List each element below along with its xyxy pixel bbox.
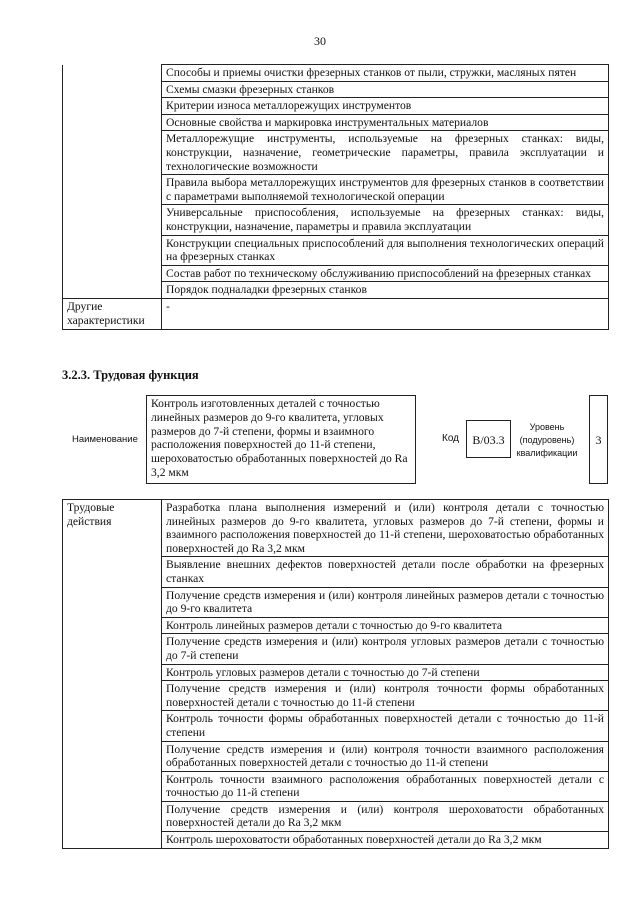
action-item: Выявление внешних дефектов поверхностей детали после обработки на фрезерных станках: [162, 557, 609, 587]
table-row: [63, 65, 609, 82]
knowledge-item: Способы и приемы очистки фрезерных станков от пыли, стружки, масляных пятен: [162, 65, 609, 82]
empty-cell: [63, 711, 162, 741]
action-item: Получение средств измерения и (или) контроля шероховатости обработанных поверхностей детали до Ra 3,2 мкм: [162, 801, 609, 831]
table-row: [63, 500, 609, 557]
table-row: [63, 114, 609, 131]
actions-table: [62, 499, 609, 849]
table-row: [63, 205, 609, 235]
empty-cell: [63, 557, 162, 587]
code-value: В/03.3: [466, 420, 511, 458]
empty-cell: [63, 741, 162, 771]
empty-cell: [63, 771, 162, 801]
knowledge-item: Схемы смазки фрезерных станков: [162, 81, 609, 98]
empty-cell: [63, 235, 162, 265]
empty-cell: [63, 587, 162, 617]
actions-label: Трудовые действия: [63, 500, 162, 557]
empty-cell: [63, 681, 162, 711]
empty-cell: [63, 98, 162, 115]
level-value: 3: [589, 395, 608, 484]
table-row: [63, 617, 609, 634]
knowledge-item: Металлорежущие инструменты, используемые на фрезерных станках: виды, конструкции, назначение, геометрические параметры, правила эксплуатации и технологические возможности: [162, 131, 609, 175]
code-label: Код: [442, 433, 460, 444]
table-row: [63, 81, 609, 98]
empty-cell: [63, 131, 162, 175]
knowledge-item: Правила выбора металлорежущих инструментов для фрезерных станков в соответствии с параметрами выполняемой технологической операции: [162, 175, 609, 205]
table-row: [63, 664, 609, 681]
name-label: Наименование: [72, 434, 138, 445]
table-row: [63, 741, 609, 771]
table-row: [63, 832, 609, 849]
page-number: 30: [314, 34, 326, 48]
table-row: [63, 175, 609, 205]
table-row: [63, 235, 609, 265]
action-item: Контроль точности формы обработанных поверхностей детали с точностью до 11-й степени: [162, 711, 609, 741]
knowledge-table: [62, 64, 609, 330]
empty-cell: [63, 114, 162, 131]
knowledge-item: Универсальные приспособления, используемые на фрезерных станках: виды, конструкции, назначение, параметры и правила эксплуатации: [162, 205, 609, 235]
action-item: Контроль линейных размеров детали с точностью до 9-го квалитета: [162, 617, 609, 634]
empty-cell: [63, 205, 162, 235]
knowledge-item: Основные свойства и маркировка инструментальных материалов: [162, 114, 609, 131]
empty-cell: [63, 81, 162, 98]
table-row: [63, 771, 609, 801]
action-item: Контроль шероховатости обработанных поверхностей детали до Ra 3,2 мкм: [162, 832, 609, 849]
knowledge-item: Порядок подналадки фрезерных станков: [162, 282, 609, 299]
action-item: Контроль точности взаимного расположения обработанных поверхностей детали с точностью до 11-й степени: [162, 771, 609, 801]
function-name: Контроль изготовленных деталей с точностью линейных размеров до 9-го квалитета, угловых размеров до 7-й степени, формы и взаимного расположения поверхностей до 11-й степени, шероховатостью обработанных поверхностей до Ra 3,2 мкм: [146, 395, 416, 484]
table-row: [63, 265, 609, 282]
table-row: [63, 557, 609, 587]
table-row: [63, 298, 609, 329]
table-row: [63, 681, 609, 711]
action-item: Получение средств измерения и (или) контроля линейных размеров детали с точностью до 9-го квалитета: [162, 587, 609, 617]
empty-cell: [63, 65, 162, 82]
table-row: [63, 711, 609, 741]
empty-cell: [63, 282, 162, 299]
empty-cell: [63, 664, 162, 681]
table-row: [63, 282, 609, 299]
table-row: [63, 634, 609, 664]
table-row: [63, 131, 609, 175]
empty-cell: [63, 832, 162, 849]
empty-cell: [63, 265, 162, 282]
table-row: [63, 801, 609, 831]
table-row: [63, 98, 609, 115]
other-label: Другие характеристики: [63, 298, 162, 329]
action-item: Получение средств измерения и (или) контроля точности взаимного расположения обработанных поверхностей детали с точностью до 11-й степени: [162, 741, 609, 771]
empty-cell: [63, 175, 162, 205]
table-row: [63, 587, 609, 617]
action-item: Разработка плана выполнения измерений и (или) контроля детали с точностью линейных размеров до 9-го квалитета, угловых размеров до 7-й степени, формы и взаимного расположения поверхностей до 11-й степени, шероховатостью обработанных поверхностей до Ra 3,2 мкм: [162, 500, 609, 557]
level-label: Уровень (подуровень) квалификации: [516, 422, 578, 458]
action-item: Получение средств измерения и (или) контроля угловых размеров детали с точностью до 7-й степени: [162, 634, 609, 664]
empty-cell: [63, 634, 162, 664]
section-title: 3.2.3. Трудовая функция: [62, 368, 199, 382]
empty-cell: [63, 617, 162, 634]
knowledge-item: Критерии износа металлорежущих инструментов: [162, 98, 609, 115]
action-item: Получение средств измерения и (или) контроля точности формы обработанных поверхностей детали с точностью до 11-й степени: [162, 681, 609, 711]
knowledge-item: Конструкции специальных приспособлений для выполнения технологических операций на фрезерных станках: [162, 235, 609, 265]
empty-cell: [63, 801, 162, 831]
action-item: Контроль угловых размеров детали с точностью до 7-й степени: [162, 664, 609, 681]
knowledge-item: Состав работ по техническому обслуживанию приспособлений на фрезерных станках: [162, 265, 609, 282]
other-value: -: [162, 298, 609, 329]
